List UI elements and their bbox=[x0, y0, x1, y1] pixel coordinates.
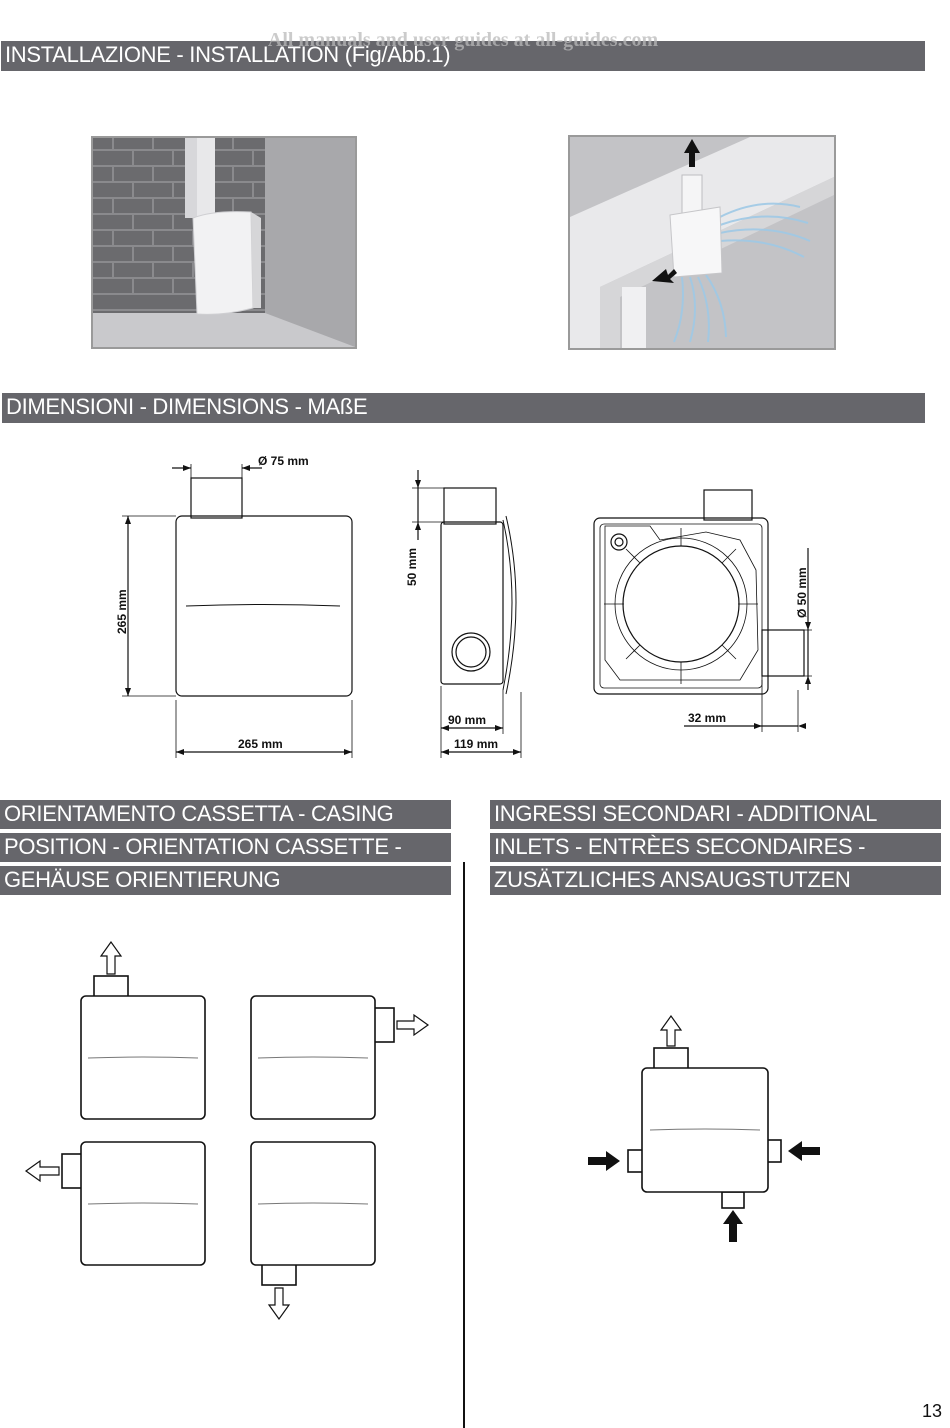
installation-photo-ceiling bbox=[568, 135, 836, 350]
dim-side-inlet-diameter: Ø 50 mm bbox=[795, 567, 809, 618]
section-header-dimensions: DIMENSIONI - DIMENSIONS - MAßE bbox=[2, 393, 925, 423]
dim-width: 265 mm bbox=[238, 737, 283, 751]
dim-duct-diameter: Ø 75 mm bbox=[258, 454, 309, 468]
additional-inlets-diagram bbox=[470, 1010, 890, 1250]
section-header-installation: INSTALLAZIONE - INSTALLATION (Fig/Abb.1) bbox=[1, 41, 925, 71]
section-header-inlets-line2: INLETS - ENTRÈES SECONDAIRES - bbox=[490, 833, 941, 862]
section-header-inlets-line3: ZUSÄTZLICHES ANSAUGSTUTZEN bbox=[490, 866, 941, 895]
page-number: 13 bbox=[921, 1401, 942, 1421]
watermark: All manuals and user guides at all-guides.com bbox=[267, 29, 659, 51]
installation-photo-wall bbox=[91, 136, 357, 349]
dim-depth-body: 90 mm bbox=[448, 713, 487, 727]
section-header-orientation-line1: ORIENTAMENTO CASSETTA - CASING bbox=[0, 800, 451, 829]
dim-spigot-height: 50 mm bbox=[405, 547, 419, 586]
section-header-orientation-line2: POSITION - ORIENTATION CASSETTE - bbox=[0, 833, 451, 862]
orientation-diagrams bbox=[0, 930, 460, 1330]
section-header-orientation-line3: GEHÄUSE ORIENTIERUNG bbox=[0, 866, 451, 895]
section-header-inlets-line1: INGRESSI SECONDARI - ADDITIONAL bbox=[490, 800, 941, 829]
dim-height: 265 mm bbox=[115, 589, 129, 634]
column-divider bbox=[463, 862, 465, 1428]
dimension-drawings bbox=[0, 440, 950, 770]
dim-side-inlet-length: 32 mm bbox=[688, 711, 727, 725]
dim-depth-total: 119 mm bbox=[454, 737, 499, 751]
